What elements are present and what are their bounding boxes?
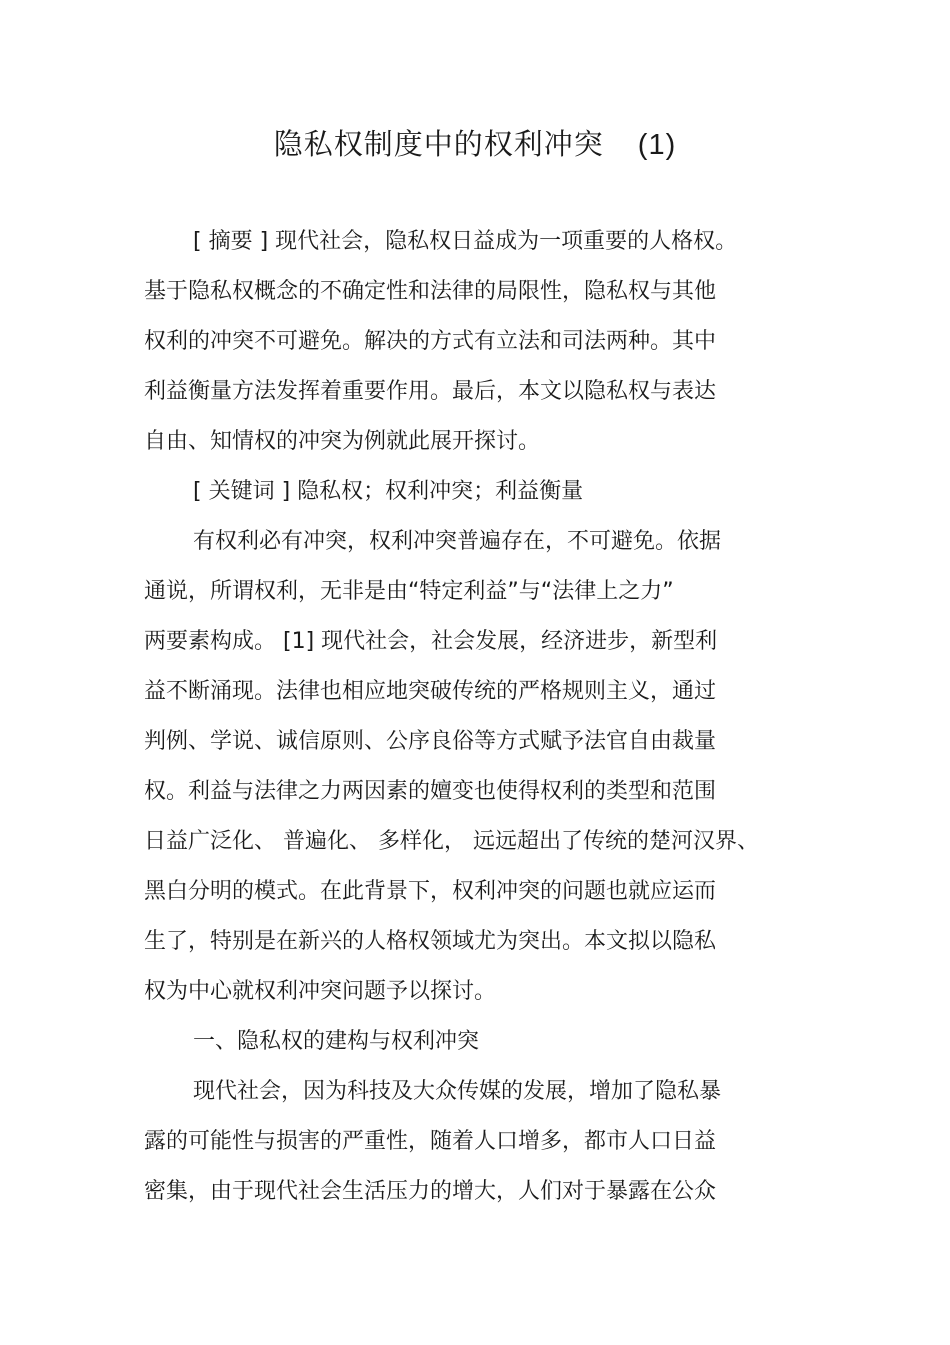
body-line-5: 判例、学说、诚信原则、公序良俗等方式赋予法官自由裁量: [144, 729, 717, 754]
keywords-line: [ 关键词 ] 隐私权；权利冲突；利益衡量: [193, 479, 584, 504]
section-line-1: 现代社会，因为科技及大众传媒的发展，增加了隐私暴: [193, 1079, 722, 1104]
title-text: 隐私权制度中的权利冲突: [273, 127, 604, 161]
section-heading-1: 一、隐私权的建构与权利冲突: [193, 1029, 480, 1054]
section-line-3: 密集，由于现代社会生活压力的增大，人们对于暴露在公众: [144, 1179, 717, 1204]
section-line-2: 露的可能性与损害的严重性，随着人口增多，都市人口日益: [144, 1129, 717, 1154]
body-line-1: 有权利必有冲突，权利冲突普遍存在，不可避免。依据: [193, 529, 722, 554]
body-line-8: 黑白分明的模式。在此背景下，权利冲突的问题也就应运而: [144, 879, 717, 904]
document-title: [0, 122, 950, 167]
abstract-line-3: 权利的冲突不可避免。解决的方式有立法和司法两种。其中: [144, 329, 717, 354]
body-line-9: 生了，特别是在新兴的人格权领域尤为突出。本文拟以隐私: [144, 929, 717, 954]
abstract-line-5: 自由、知情权的冲突为例就此展开探讨。: [144, 429, 541, 454]
body-line-7: 日益广泛化、 普遍化、 多样化， 远远超出了传统的楚河汉界、: [144, 829, 759, 854]
body-line-4: 益不断涌现。法律也相应地突破传统的严格规则主义，通过: [144, 679, 717, 704]
body-line-2: 通说，所谓权利，无非是由“特定利益”与“法律上之力”: [144, 579, 674, 604]
abstract-line-2: 基于隐私权概念的不确定性和法律的局限性，隐私权与其他: [144, 279, 717, 304]
body-line-3: 两要素构成。 [1] 现代社会，社会发展，经济进步，新型利: [144, 629, 718, 654]
body-line-6: 权。利益与法律之力两因素的嬗变也使得权利的类型和范围: [144, 779, 717, 804]
abstract-line-1: [ 摘要 ] 现代社会，隐私权日益成为一项重要的人格权。: [193, 229, 738, 254]
abstract-line-4: 利益衡量方法发挥着重要作用。最后，本文以隐私权与表达: [144, 379, 717, 404]
title-number: (1): [637, 129, 677, 161]
body-line-10: 权为中心就权利冲突问题予以探讨。: [144, 979, 497, 1004]
